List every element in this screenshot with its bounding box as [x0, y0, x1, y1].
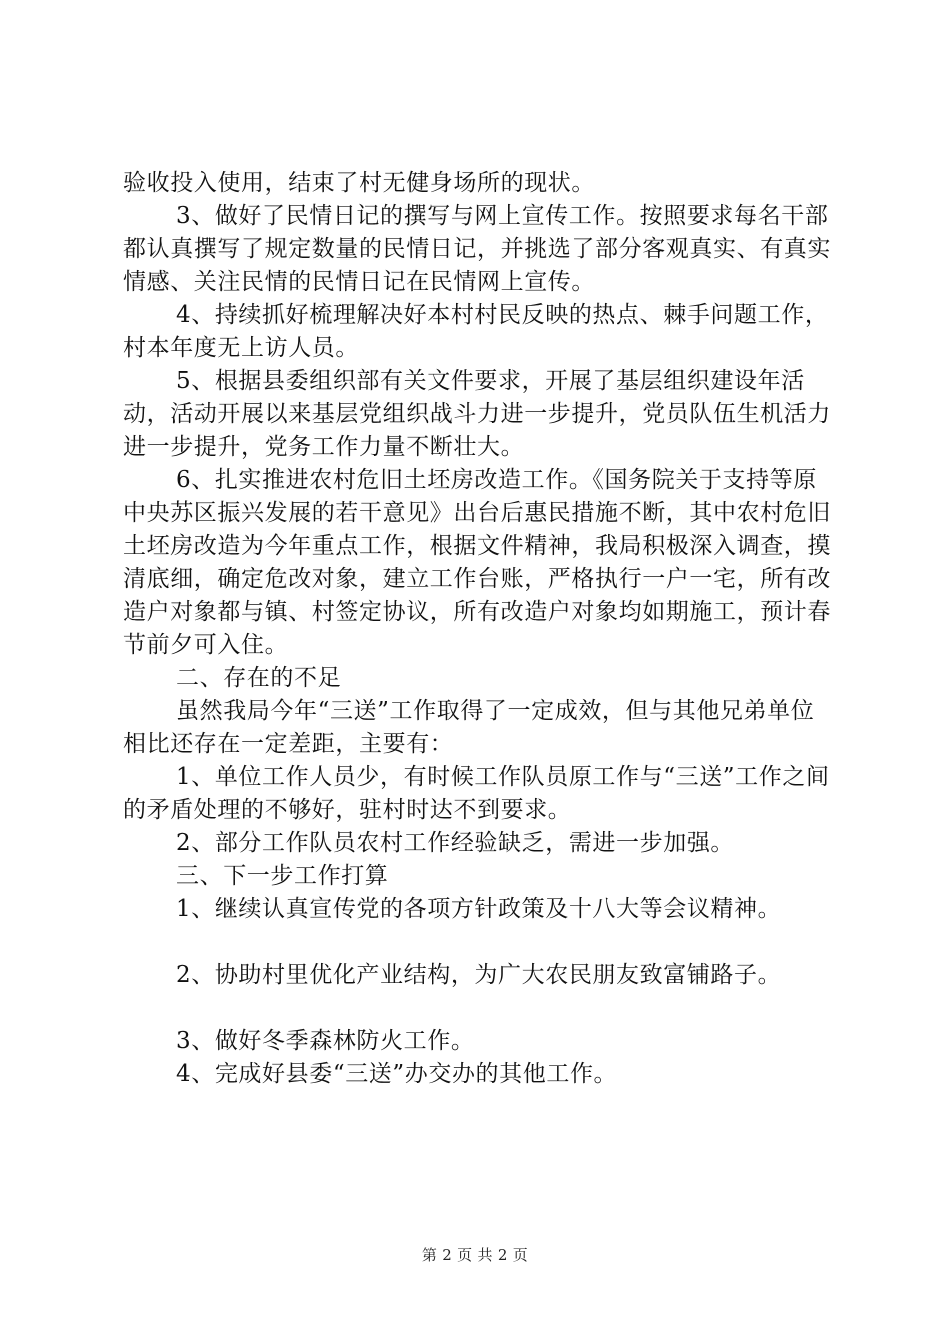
paragraph-item-4: 4、持续抓好梳理解决好本村村民反映的热点、棘手问题工作，村本年度无上访人员。: [123, 302, 829, 361]
paragraph-continuation: 验收投入使用，结束了村无健身场所的现状。: [123, 170, 595, 196]
paragraph-plan-1: 1、继续认真宣传党的各项方针政策及十八大等会议精神。: [176, 896, 782, 922]
document-body: [123, 167, 833, 1091]
paragraph-item-5: 5、根据县委组织部有关文件要求，开展了基层组织建设年活动，活动开展以来基层党组织战斗力进一步提升，党员队伍生机活力进一步提升，党务工作力量不断壮大。: [123, 368, 831, 460]
paragraph-plan-4: 4、完成好县委“三送”办交办的其他工作。: [176, 1061, 618, 1087]
paragraph-shortcomings-intro: 虽然我局今年“三送”工作取得了一定成效，但与其他兄弟单位相比还存在一定差距，主要有：: [123, 698, 815, 757]
paragraph-plan-3: 3、做好冬季森林防火工作。: [176, 1028, 475, 1054]
section-heading-next-steps: 三、下一步工作打算: [176, 863, 389, 889]
paragraph-item-3: 3、做好了民情日记的撰写与网上宣传工作。按照要求每名干部都认真撰写了规定数量的民情日记，并挑选了部分客观真实、有真实情感、关注民情的民情日记在民情网上宣传。: [123, 203, 831, 295]
paragraph-plan-2: 2、协助村里优化产业结构，为广大农民朋友致富铺路子。: [176, 962, 782, 988]
section-heading-shortcomings: 二、存在的不足: [176, 665, 342, 691]
paragraph-shortcoming-2: 2、部分工作队员农村工作经验缺乏，需进一步加强。: [176, 830, 735, 856]
page-number-footer: 第 2 页 共 2 页: [421, 1246, 529, 1264]
paragraph-item-6: 6、扎实推进农村危旧土坯房改造工作。《国务院关于支持等原中央苏区振兴发展的若干意见》出台后惠民措施不断，其中农村危旧土坯房改造为今年重点工作，根据文件精神，我局积极深入调查，摸清底细，确定危改对象，建立工作台账，严格执行一户一宅，所有改造户对象都与镇、村签定协议，所有改造户对象均如期施工，预计春节前夕可入住。: [123, 467, 831, 658]
paragraph-shortcoming-1: 1、单位工作人员少，有时候工作队员原工作与“三送”工作之间的矛盾处理的不够好，驻村时达不到要求。: [123, 764, 830, 823]
